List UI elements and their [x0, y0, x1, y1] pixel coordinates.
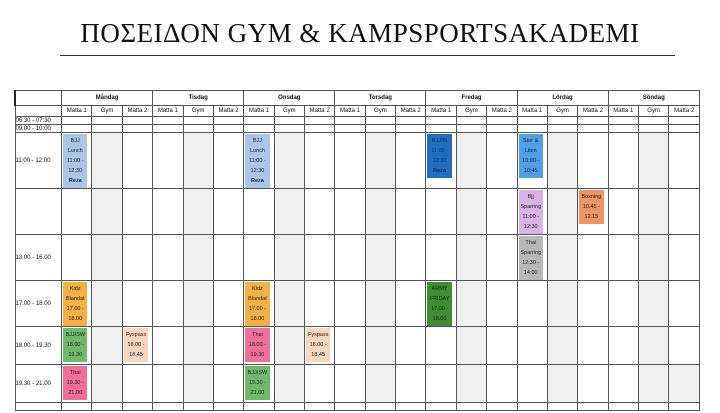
event-time: 12:30 - 14:00 — [522, 260, 540, 276]
time-row — [15, 125, 700, 133]
event-fyspass[interactable] — [306, 328, 330, 362]
column-header: Matta 1 — [608, 106, 638, 117]
event-time: 17.00 - 18.00 — [248, 306, 266, 322]
event-name: Fyspass — [125, 332, 147, 338]
day-header-sunday: Söndag — [608, 91, 699, 106]
day-header-tuesday: Tisdag — [153, 91, 244, 106]
event-time: 18.00 - 19.30 — [66, 342, 84, 358]
time-row — [15, 235, 700, 281]
column-header: Matta 2 — [578, 106, 608, 117]
event-cell — [517, 133, 547, 189]
event-name: Boxning — [581, 194, 602, 200]
event-bjj-lunch[interactable] — [63, 134, 87, 188]
column-header: Gym — [547, 106, 577, 117]
column-header: Matta 1 — [153, 106, 183, 117]
event-kidz-blandat[interactable] — [245, 282, 269, 326]
event-kidz-blandat[interactable] — [63, 282, 87, 326]
column-header: Gym — [183, 106, 213, 117]
column-header: Matta 1 — [244, 106, 274, 117]
event-boxning[interactable] — [579, 190, 603, 224]
event-time: 11:00 - 12:30 — [66, 158, 84, 174]
day-header-wednesday: Onsdag — [244, 91, 335, 106]
event-cell — [244, 327, 274, 365]
column-header-row — [15, 106, 700, 117]
event-name: BJJ Lunch — [67, 138, 83, 154]
day-header-monday: Måndag — [62, 91, 153, 106]
day-header-saturday: Lördag — [517, 91, 608, 106]
column-header: Matta 2 — [487, 106, 517, 117]
time-label: 13.00 - 16.00 — [15, 235, 62, 281]
event-fyspass[interactable] — [124, 328, 148, 362]
event-time: 18.00 - 18.45 — [309, 342, 327, 358]
title-divider — [60, 55, 675, 56]
event-cell — [244, 365, 274, 403]
event-cell — [62, 327, 92, 365]
event-name: Thai 18.00 - 19.30 — [248, 332, 266, 358]
event-cell — [62, 281, 92, 327]
column-header: Matta 1 — [426, 106, 456, 117]
event-time: 17.00 - 18.00 — [66, 306, 84, 322]
event-name: BJJ/SW — [65, 332, 86, 338]
schedule-table — [14, 90, 700, 411]
event-instructor: Reza — [68, 178, 82, 184]
time-row — [15, 133, 700, 189]
event-cell — [244, 281, 274, 327]
event-name: Fyspass — [307, 332, 329, 338]
time-label — [15, 189, 62, 235]
day-header-friday: Fredag — [426, 91, 517, 106]
event-bjj-sw[interactable] — [245, 366, 269, 400]
time-label: 06:30 - 07:30 — [15, 117, 62, 125]
event-cell — [578, 189, 608, 235]
column-header: Gym — [274, 106, 304, 117]
column-header: Matta 2 — [669, 106, 700, 117]
event-name: BJJ/SW — [247, 370, 268, 376]
time-row — [15, 189, 700, 235]
event-name: Thai Sparring — [520, 240, 542, 256]
event-cell — [517, 235, 547, 281]
time-label: 19.30 - 21.00 — [15, 365, 62, 403]
event-name: Thai — [69, 370, 81, 376]
time-label: 17.00 - 18.00 — [15, 281, 62, 327]
event-instructor: Reza — [251, 178, 264, 184]
event-cell — [244, 133, 274, 189]
time-label: 18.00 - 19.30 — [15, 327, 62, 365]
column-header: Gym — [92, 106, 122, 117]
event-thai[interactable] — [63, 366, 87, 400]
event-time: 11:00 - 12:30 — [522, 214, 540, 230]
event-stor-liten[interactable] — [519, 134, 543, 178]
event-name: Kidz Blandat — [65, 286, 85, 302]
event-time: 10:00 - 10:45 — [522, 158, 540, 174]
event-time: 11:00 - 12:30 — [249, 158, 266, 174]
event-time: 10.45 - 12.15 — [582, 204, 600, 220]
event-bjj-sparring[interactable] — [519, 190, 543, 234]
column-header-blank — [15, 106, 62, 117]
column-header: Matta 2 — [304, 106, 334, 117]
time-label: 11:00 - 12:00 — [15, 133, 62, 189]
column-header: Matta 2 — [122, 106, 152, 117]
event-time: 18.00 - 18.45 — [127, 342, 145, 358]
event-cell — [304, 327, 334, 365]
event-cell — [426, 281, 456, 327]
event-bjj-bi[interactable] — [427, 134, 451, 178]
column-header: Gym — [456, 106, 486, 117]
event-time: 17.00 - 18.00 — [431, 306, 449, 322]
time-row — [15, 117, 700, 125]
column-header: Matta 1 — [335, 106, 365, 117]
event-cell — [122, 327, 152, 365]
column-header: Matta 2 — [213, 106, 243, 117]
time-label: 09:00 - 10:00 — [15, 125, 62, 133]
event-cell — [426, 133, 456, 189]
column-header: Matta 1 — [517, 106, 547, 117]
time-row — [15, 327, 700, 365]
column-header: Gym — [638, 106, 668, 117]
event-name: BJJ/Bi — [431, 138, 448, 144]
event-bjj-sw[interactable] — [63, 328, 87, 362]
column-header: Matta 1 — [62, 106, 92, 117]
event-army-friday[interactable] — [427, 282, 451, 326]
spacer-row — [15, 403, 700, 411]
event-time: 19.30 - 21.00 — [248, 380, 266, 396]
corner-cell — [15, 91, 62, 106]
time-row — [15, 365, 700, 403]
event-instructor: Reza — [433, 168, 446, 174]
event-thai[interactable] — [245, 328, 269, 362]
event-name: Stor & Liten — [523, 138, 539, 154]
column-header: Gym — [365, 106, 395, 117]
event-cell — [62, 365, 92, 403]
page-title: ΠΟΣΕΙΔΟΝ GYM & KAMPSPORTSAKADEMI — [80, 18, 640, 48]
event-thai-sparring[interactable] — [519, 236, 543, 280]
event-name: Kidz Blandat — [248, 286, 267, 302]
day-header-thursday: Torsdag — [335, 91, 426, 106]
day-header-row — [15, 91, 700, 106]
event-time: 11:00 - 12:30 — [431, 148, 448, 164]
event-bjj-lunch[interactable] — [245, 134, 269, 188]
event-name: Bjj Sparring — [520, 194, 542, 210]
event-cell — [62, 133, 92, 189]
event-time: 19.30 - 21.00 — [66, 380, 84, 396]
event-name: ARMY FRIDAY — [429, 286, 450, 302]
column-header: Matta 2 — [396, 106, 426, 117]
event-name: BJJ Lunch — [249, 138, 265, 154]
event-cell — [517, 189, 547, 235]
time-row — [15, 281, 700, 327]
